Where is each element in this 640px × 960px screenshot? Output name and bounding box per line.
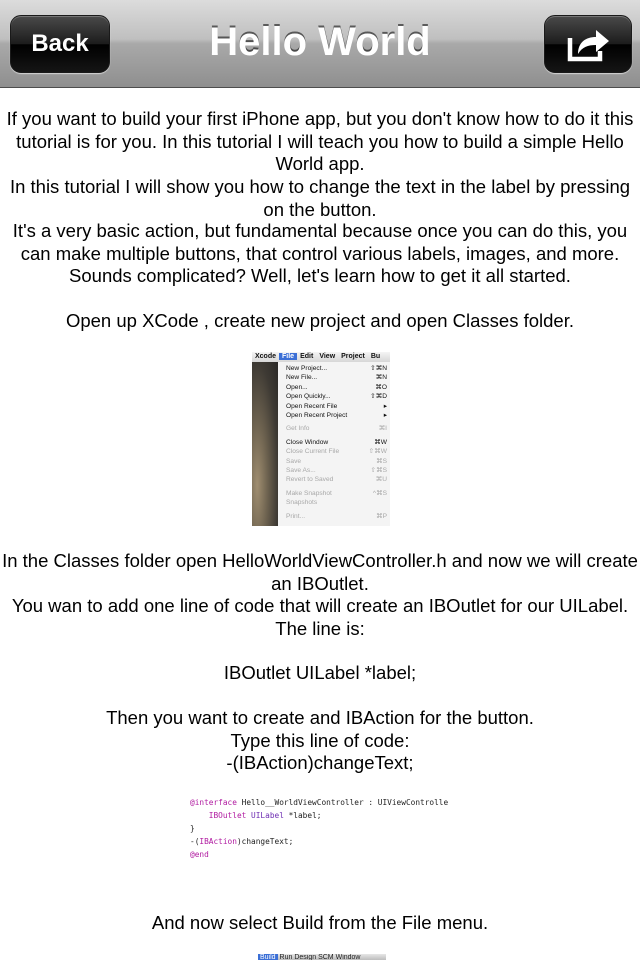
menu-item: Open Recent Project ▸ bbox=[286, 412, 387, 420]
menu-item: Open... ⌘O bbox=[286, 383, 387, 391]
step3-line-1: Then you want to create and IBAction for the button. bbox=[106, 707, 534, 728]
intro-paragraph-3: It's a very basic action, but fundamental because once you can do this, you can make multiple buttons, that control various labels, images, and more. Sounds complicated? Well, let's learn how to get it all started. bbox=[12, 220, 628, 287]
menu-item: Close Window ⌘W bbox=[286, 438, 387, 446]
navigation-bar bbox=[0, 0, 640, 88]
menu-item: Revert to Saved ⌘U bbox=[286, 476, 387, 484]
share-icon bbox=[564, 24, 612, 64]
step1-text: Open up XCode , create new project and open Classes folder. bbox=[65, 310, 575, 331]
menu-item: Snapshots bbox=[286, 499, 318, 507]
code-line: @interface Hello__WorldViewController : UIViewControlle bbox=[190, 798, 449, 807]
code-line: IBOutlet UILabel *label; bbox=[208, 811, 322, 820]
menu-item: Close Current File ⇧⌘W bbox=[286, 448, 387, 456]
code-line: -(IBAction)changeText; bbox=[190, 837, 294, 846]
screenshot-menubar: Xcode File Edit View Project Bu bbox=[252, 352, 390, 362]
step3-line-3: -(IBAction)changeText; bbox=[226, 752, 414, 773]
step3-line-2: Type this line of code: bbox=[230, 730, 410, 751]
step2-paragraph-2: You wan to add one line of code that will create an IBOutlet for our UILabel. The line is: bbox=[11, 595, 629, 639]
menu-item: Make Snapshot ^⌘S bbox=[286, 489, 387, 497]
menu-item: New Project... ⇧⌘N bbox=[286, 365, 387, 372]
share-button[interactable] bbox=[544, 15, 632, 73]
intro-paragraph-1: If you want to build your first iPhone app, but you don't know how to do it this tutorial is for you. In this tutorial I will teach you how to build a simple Hello World app. bbox=[6, 108, 634, 175]
code-line: @end bbox=[190, 850, 209, 859]
menu-item: Print... ⌘P bbox=[286, 512, 387, 520]
desktop-wallpaper bbox=[252, 362, 278, 526]
menu-item: Open Recent File ▸ bbox=[286, 402, 387, 410]
xcode-file-menu-screenshot bbox=[252, 352, 390, 526]
screenshot-file-menu bbox=[286, 364, 390, 521]
menu-item: New File... ⌘N bbox=[286, 374, 387, 382]
menu-item: Save ⌘S bbox=[286, 457, 387, 465]
code-line-text: IBOutlet UILabel *label; bbox=[223, 662, 417, 683]
menu-item: Open Quickly... ⇧⌘D bbox=[286, 393, 387, 401]
back-button[interactable]: Back bbox=[10, 15, 110, 73]
code-screenshot bbox=[190, 796, 460, 886]
step4-text: And now select Build from the File menu. bbox=[151, 912, 489, 933]
intro-paragraph-2: In this tutorial I will show you how to change the text in the label by pressing on the button. bbox=[9, 176, 631, 220]
code-line: } bbox=[190, 824, 195, 833]
page-title: Hello World bbox=[209, 19, 431, 64]
step2-paragraph-1: In the Classes folder open HelloWorldViewController.h and now we will create an IBOutlet. bbox=[2, 550, 638, 594]
menu-item: Save As... ⇧⌘S bbox=[286, 467, 387, 475]
xcode-build-menu-screenshot: Build Run Design SCM Window bbox=[258, 954, 386, 960]
menu-item: Get Info ⌘I bbox=[286, 425, 387, 433]
